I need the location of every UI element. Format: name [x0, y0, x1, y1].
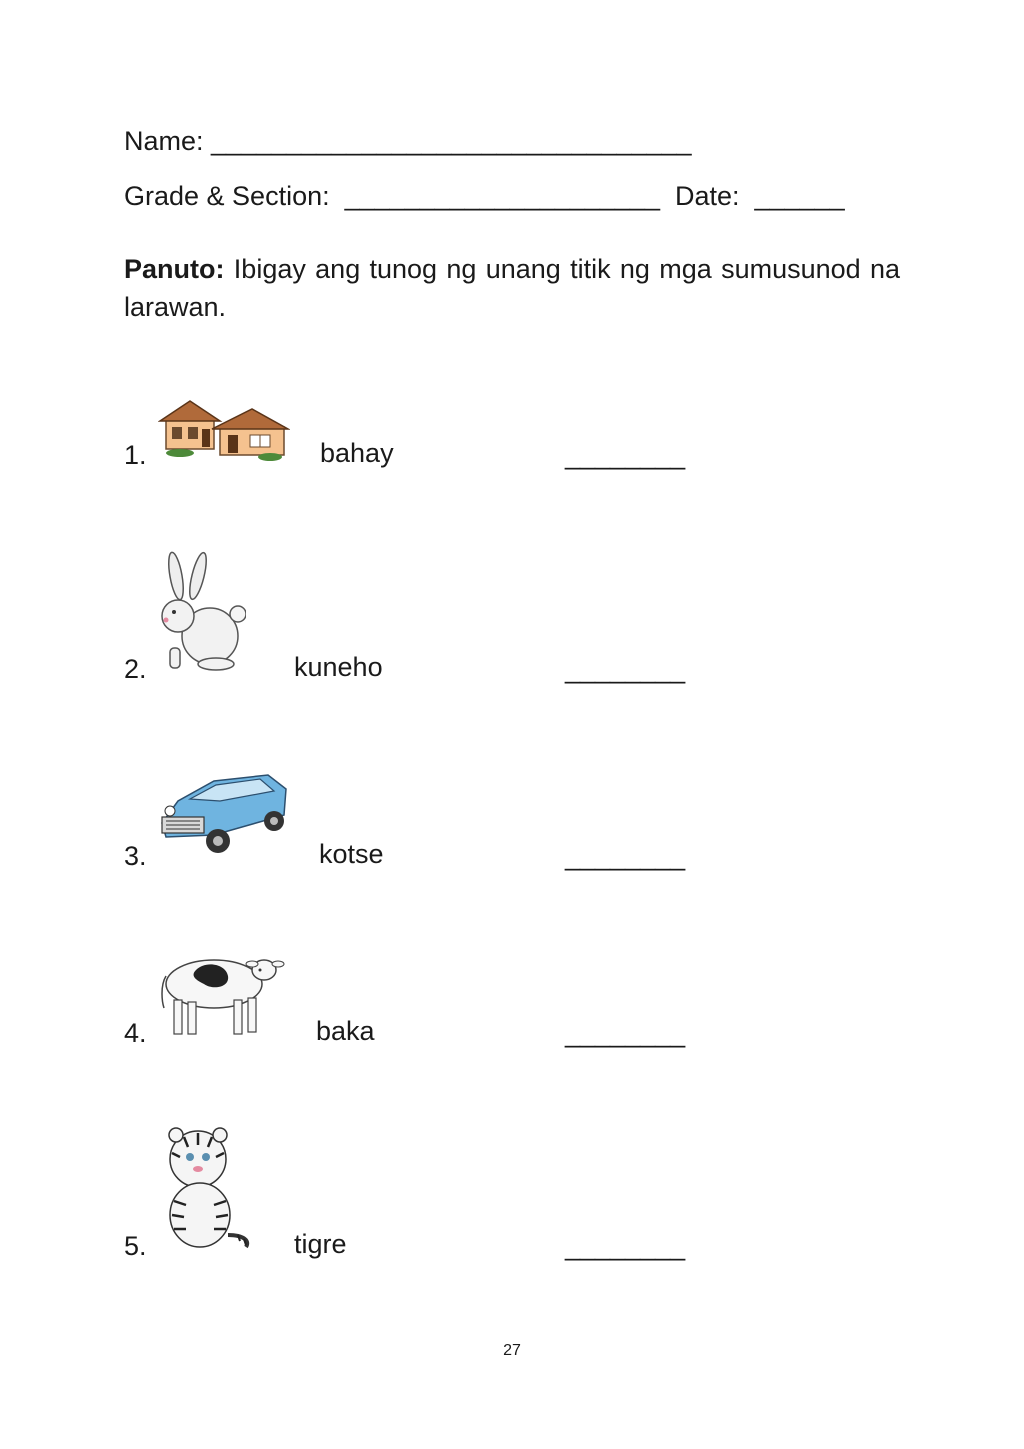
directions-label: Panuto:: [124, 254, 225, 284]
item-number: 2.: [124, 654, 147, 684]
directions-text: Ibigay ang tunog ng unang titik ng mga sumusunod na larawan.: [124, 254, 900, 322]
answer-blank[interactable]: ________: [565, 1018, 686, 1048]
item-word: baka: [316, 1016, 375, 1046]
car-icon: [156, 771, 292, 861]
rabbit-icon: [156, 550, 246, 672]
name-label: Name:: [124, 126, 204, 156]
answer-blank[interactable]: ________: [565, 654, 686, 684]
date-field[interactable]: ______: [739, 181, 845, 211]
cow-icon: [156, 952, 286, 1042]
item-number: 5.: [124, 1231, 147, 1261]
item-number: 1.: [124, 440, 147, 470]
page-number: 27: [503, 1342, 521, 1359]
grade-date-line: [124, 181, 845, 212]
answer-blank[interactable]: ________: [565, 841, 686, 871]
item-word: bahay: [320, 438, 394, 468]
grade-section-label: Grade & Section:: [124, 181, 330, 211]
name-line: [124, 126, 692, 157]
answer-blank[interactable]: ________: [565, 1231, 686, 1261]
item-number: 3.: [124, 841, 147, 871]
tiger-icon: [154, 1123, 258, 1251]
date-label: Date:: [659, 181, 740, 211]
item-word: tigre: [294, 1229, 347, 1259]
item-number: 4.: [124, 1018, 147, 1048]
directions: [124, 250, 900, 326]
answer-blank[interactable]: ________: [565, 440, 686, 470]
grade-section-field[interactable]: _____________________: [329, 181, 660, 211]
house-icon: [158, 397, 290, 463]
item-word: kuneho: [294, 652, 383, 682]
name-field[interactable]: ________________________________: [203, 126, 692, 156]
item-word: kotse: [319, 839, 384, 869]
